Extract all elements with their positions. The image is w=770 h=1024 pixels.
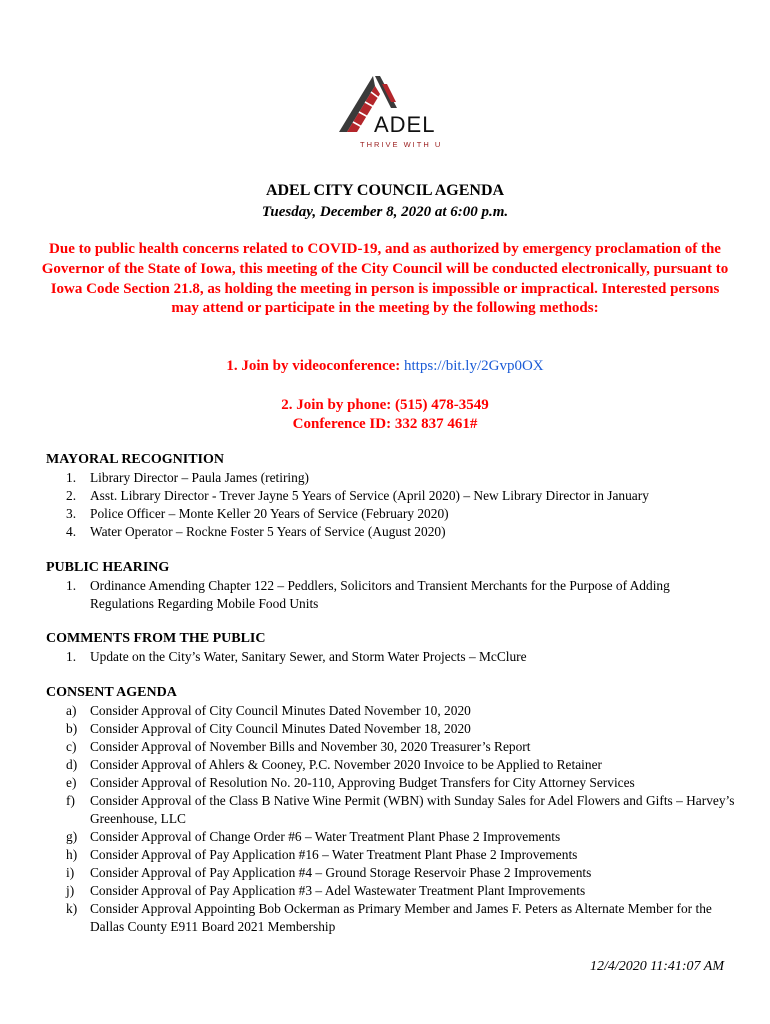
item-marker: g) bbox=[66, 829, 78, 844]
item-text: Asst. Library Director - Trever Jayne 5 Years of Service (April 2020) – New Library Director in January bbox=[90, 488, 649, 503]
timestamp: 12/4/2020 11:41:07 AM bbox=[589, 959, 724, 974]
item-marker: c) bbox=[66, 739, 77, 754]
item-marker: d) bbox=[66, 757, 78, 772]
item-text: Consider Approval of Pay Application #4 – Ground Storage Reservoir Phase 2 Improvements bbox=[90, 865, 592, 880]
item-text: Police Officer – Monte Keller 20 Years of Service (February 2020) bbox=[90, 506, 449, 521]
item-marker: 1. bbox=[66, 578, 77, 593]
agenda-item bbox=[46, 702, 736, 720]
item-text: Consider Approval of November Bills and November 30, 2020 Treasurer’s Report bbox=[90, 739, 531, 754]
agenda-item bbox=[46, 738, 736, 756]
conference-id: Conference ID: 332 837 461# bbox=[292, 416, 478, 432]
item-list bbox=[46, 648, 736, 666]
section-heading: CONSENT AGENDA bbox=[46, 685, 177, 700]
agenda-item bbox=[46, 523, 736, 541]
covid-notice: Due to public health concerns related to COVID-19, and as authorized by emergency proclamation of the Governor of the State of Iowa, this meeting of the City Council will be conducted electronically, pursuant to Iowa Code Section 21.8, as holding the meeting in person is impossible or impractical. Interested persons may attend or participate in the meeting by the following methods: bbox=[41, 241, 729, 317]
agenda-item bbox=[46, 487, 736, 505]
item-text: Consider Approval Appointing Bob Ockerman as Primary Member and James F. Peters as Alternate Member for the Dallas County E911 Board 2021 Membership bbox=[90, 901, 712, 934]
adel-logo-icon bbox=[330, 72, 442, 154]
agenda-item bbox=[46, 846, 736, 864]
item-list bbox=[46, 469, 736, 541]
agenda-item bbox=[46, 828, 736, 846]
item-marker: 1. bbox=[66, 649, 77, 664]
item-text: Consider Approval of City Council Minutes Dated November 10, 2020 bbox=[90, 703, 471, 718]
item-marker: e) bbox=[66, 775, 77, 790]
section-comments bbox=[46, 630, 736, 666]
section-consent-agenda bbox=[46, 684, 736, 936]
agenda-item bbox=[46, 469, 736, 487]
item-text: Water Operator – Rockne Foster 5 Years of Service (August 2020) bbox=[90, 524, 446, 539]
item-list bbox=[46, 702, 736, 936]
item-text: Consider Approval of the Class B Native Wine Permit (WBN) with Sunday Sales for Adel Flowers and Gifts – Harvey’s Greenhouse, LLC bbox=[90, 793, 735, 826]
agenda-item bbox=[46, 882, 736, 900]
adel-logo bbox=[330, 72, 442, 154]
item-text: Consider Approval of City Council Minutes Dated November 18, 2020 bbox=[90, 721, 471, 736]
meeting-date: Tuesday, December 8, 2020 at 6:00 p.m. bbox=[261, 204, 509, 220]
item-marker: b) bbox=[66, 721, 78, 736]
agenda-item bbox=[46, 774, 736, 792]
item-marker: 3. bbox=[66, 506, 77, 521]
item-text: Library Director – Paula James (retiring) bbox=[90, 470, 310, 485]
item-marker: k) bbox=[66, 901, 78, 916]
section-heading: PUBLIC HEARING bbox=[46, 560, 170, 575]
item-marker: i) bbox=[66, 865, 75, 880]
item-text: Ordinance Amending Chapter 122 – Peddlers, Solicitors and Transient Merchants for the Purpose of Adding Regulations Regarding Mobile Food Units bbox=[90, 578, 670, 611]
agenda-item bbox=[46, 792, 736, 828]
join-video-line bbox=[0, 358, 770, 375]
item-marker: 2. bbox=[66, 488, 77, 503]
section-mayoral-recognition bbox=[46, 451, 736, 541]
svg-text:ADEL: ADEL bbox=[374, 112, 436, 137]
agenda-item bbox=[46, 900, 736, 936]
item-marker: 1. bbox=[66, 470, 77, 485]
item-text: Consider Approval of Pay Application #3 – Adel Wastewater Treatment Plant Improvements bbox=[90, 883, 586, 898]
join-video-label: 1. Join by videoconference: bbox=[226, 358, 401, 374]
agenda-item bbox=[46, 720, 736, 738]
section-heading: COMMENTS FROM THE PUBLIC bbox=[46, 631, 266, 646]
agenda-item bbox=[46, 648, 736, 666]
agenda-item bbox=[46, 864, 736, 882]
agenda-item bbox=[46, 505, 736, 523]
item-marker: f) bbox=[66, 793, 75, 808]
item-marker: a) bbox=[66, 703, 77, 718]
item-text: Consider Approval of Change Order #6 – Water Treatment Plant Phase 2 Improvements bbox=[90, 829, 561, 844]
section-heading: MAYORAL RECOGNITION bbox=[46, 452, 225, 467]
item-list bbox=[46, 577, 736, 613]
join-phone-line: 2. Join by phone: (515) 478-3549 bbox=[281, 397, 489, 413]
item-marker: j) bbox=[66, 883, 75, 898]
item-text: Consider Approval of Ahlers & Cooney, P.C. November 2020 Invoice to be Applied to Retainer bbox=[90, 757, 602, 772]
item-marker: h) bbox=[66, 847, 78, 862]
videoconference-link[interactable]: https://bit.ly/2Gvp0OX bbox=[404, 358, 544, 374]
agenda-item bbox=[46, 756, 736, 774]
agenda-title: ADEL CITY COUNCIL AGENDA bbox=[265, 182, 505, 199]
item-text: Consider Approval of Resolution No. 20-110, Approving Budget Transfers for City Attorney Services bbox=[90, 775, 635, 790]
item-marker: 4. bbox=[66, 524, 77, 539]
section-public-hearing bbox=[46, 559, 736, 613]
agenda-item bbox=[46, 577, 736, 613]
item-text: Consider Approval of Pay Application #16 – Water Treatment Plant Phase 2 Improvements bbox=[90, 847, 578, 862]
svg-text:THRIVE WITH US: THRIVE WITH US bbox=[360, 140, 442, 149]
item-text: Update on the City’s Water, Sanitary Sewer, and Storm Water Projects – McClure bbox=[90, 649, 527, 664]
